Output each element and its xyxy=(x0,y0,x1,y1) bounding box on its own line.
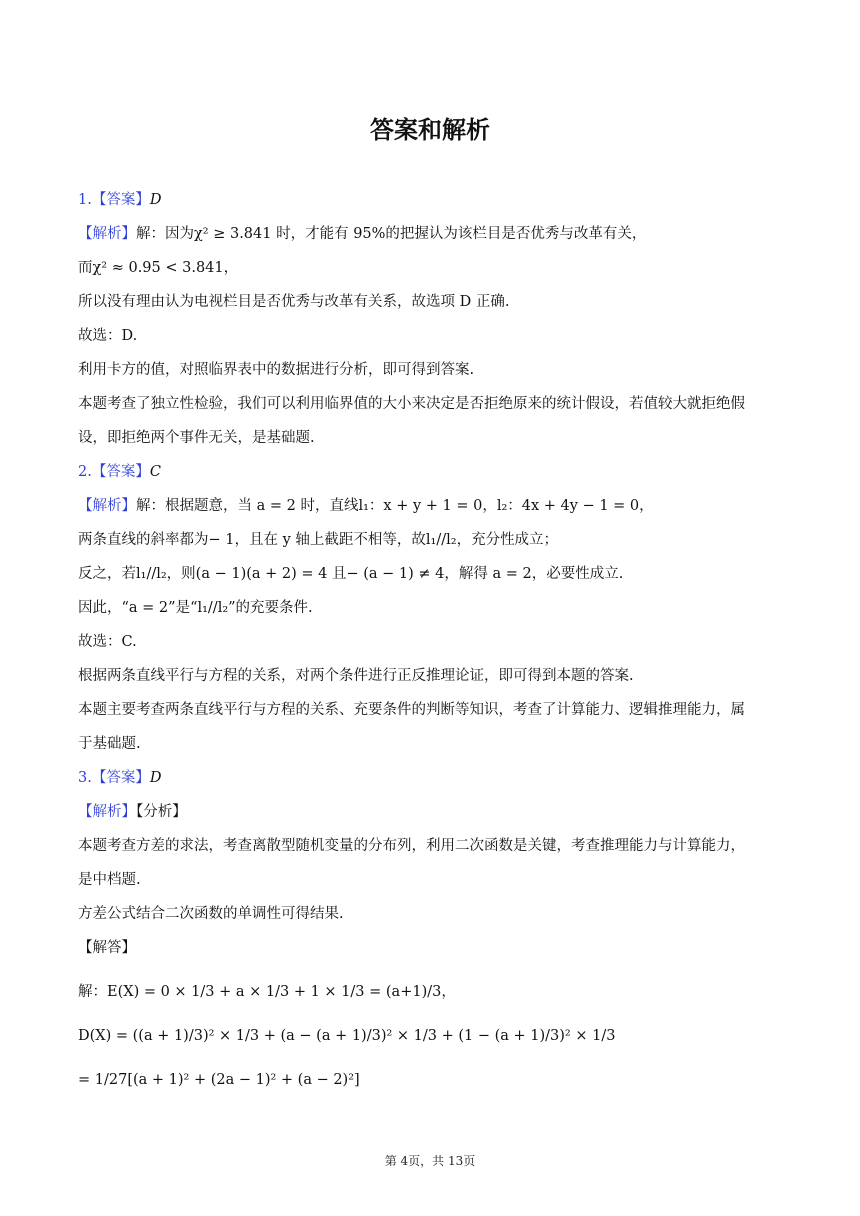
answer-value-2: C xyxy=(149,464,161,480)
analysis-line xyxy=(78,800,784,834)
text-line: 利用卡方的值，对照临界表中的数据进行分析，即可得到答案. xyxy=(78,362,475,378)
analysis-tag: 【解析】 xyxy=(78,498,136,514)
analysis-line xyxy=(78,222,784,256)
answer-value-3: D xyxy=(149,770,162,786)
text-line: 方差公式结合二次函数的单调性可得结果. xyxy=(78,906,344,922)
analysis-text: 解：根据题意，当 a = 2 时，直线l₁：x + y + 1 = 0，l₂：4x + 4y − 1 = 0， xyxy=(136,498,654,514)
text-line: 设，即拒绝两个事件无关，是基础题. xyxy=(78,430,315,446)
answer-line-3 xyxy=(78,766,784,800)
answer-label-1: 1.【答案】 xyxy=(78,192,150,208)
answer-line-2 xyxy=(78,460,784,494)
analysis-text: 解：因为χ² ≥ 3.841 时，才能有 95%的把握认为该栏目是否优秀与改革有关， xyxy=(136,226,647,242)
text-line: 【解答】 xyxy=(78,940,136,956)
text-line: 故选：D. xyxy=(78,328,138,344)
analysis-line xyxy=(78,494,784,528)
answer-label-3: 3.【答案】 xyxy=(78,770,150,786)
analysis-tag: 【解析】 xyxy=(78,804,136,820)
text-line: 反之，若l₁//l₂，则(a − 1)(a + 2) = 4 且− (a − 1) ≠ 4，解得 a = 2，必要性成立. xyxy=(78,566,624,582)
answer-value-1: D xyxy=(149,192,162,208)
text-line: 两条直线的斜率都为− 1，且在 y 轴上截距不相等，故l₁//l₂，充分性成立； xyxy=(78,532,559,548)
text-line: 因此，“a = 2”是“l₁//l₂”的充要条件. xyxy=(78,600,313,616)
analysis-text: 【分析】 xyxy=(136,804,187,820)
text-line: 于基础题. xyxy=(78,736,141,752)
text-line: 所以没有理由认为电视栏目是否优秀与改革有关系，故选项 D 正确. xyxy=(78,294,510,310)
text-line: 本题考查了独立性检验，我们可以利用临界值的大小来决定是否拒绝原来的统计假设，若值较大就拒绝假 xyxy=(78,396,745,412)
page-footer: 第 4页，共 13页 xyxy=(384,1154,476,1168)
text-line: 而χ² ≈ 0.95 < 3.841， xyxy=(78,260,239,276)
formula-line: = 1/27[(a + 1)² + (2a − 1)² + (a − 2)²] xyxy=(78,1072,360,1088)
text-line: 本题主要考查两条直线平行与方程的关系、充要条件的判断等知识，考查了计算能力、逻辑推理能力，属 xyxy=(78,702,745,718)
page-title: 答案和解析 xyxy=(370,116,490,144)
answer-line-1 xyxy=(78,188,784,222)
text-line: 故选：C. xyxy=(78,634,137,650)
text-line: 根据两条直线平行与方程的关系，对两个条件进行正反推理论证，即可得到本题的答案. xyxy=(78,668,634,684)
text-line: 本题考查方差的求法，考查离散型随机变量的分布列，利用二次函数是关键，考查推理能力与计算能力， xyxy=(78,838,745,854)
answer-content xyxy=(78,188,784,1102)
formula-line: D(X) = ((a + 1)/3)² × 1/3 + (a − (a + 1)/3)² × 1/3 + (1 − (a + 1)/3)² × 1/3 xyxy=(78,1028,616,1044)
text-line: 是中档题. xyxy=(78,872,141,888)
answer-label-2: 2.【答案】 xyxy=(78,464,150,480)
analysis-tag: 【解析】 xyxy=(78,226,136,242)
formula-line: 解：E(X) = 0 × 1/3 + a × 1/3 + 1 × 1/3 = (a+1)/3， xyxy=(78,984,456,1000)
